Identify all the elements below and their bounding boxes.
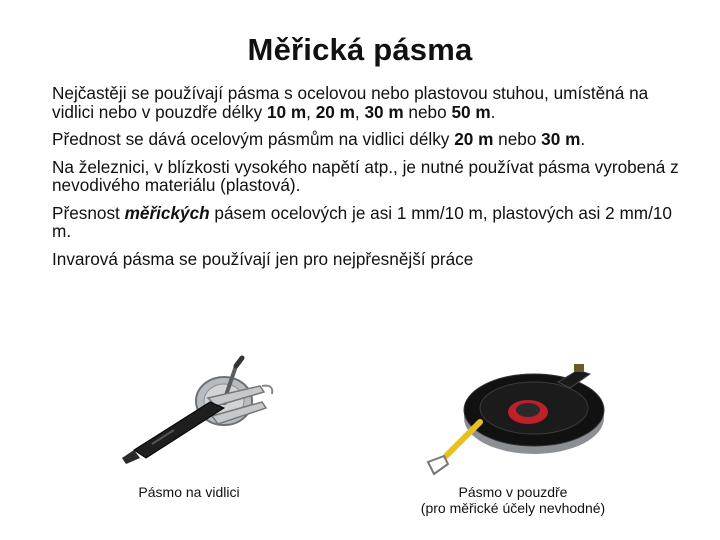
p1-length-50: 50 m <box>451 101 491 122</box>
yellow-tape <box>446 422 480 456</box>
case-caption-line-2: (pro měřické účely nevhodné) <box>420 500 606 516</box>
p2-or: nebo <box>493 129 542 149</box>
p2-length-20: 20 m <box>454 129 494 149</box>
case-hub <box>516 403 540 417</box>
paragraph-1 <box>52 84 692 121</box>
p1-length-20: 20 m <box>315 101 355 122</box>
p1-text: Nejčastěji se používají pásma s ocelovou nebo plastovou stuhou, umístěná na vidlici nebo v pouzdře délky <box>52 83 649 122</box>
slide-body <box>52 84 692 277</box>
p1-end: . <box>490 101 496 122</box>
p1-sep-1: , <box>306 101 316 122</box>
paragraph-5: Invarová pásma se používají jen pro nejpřesnější práce <box>52 248 474 269</box>
paragraph-3: Na železnici, v blízkosti vysokého napětí atp., je nutné používat pásma vyrobená z nevodivého materiálu (plastová). <box>52 156 679 195</box>
paragraph-2 <box>52 130 692 149</box>
p2-text: Přednost se dává ocelovým pásmům na vidlici délky <box>52 129 455 149</box>
crank-knob <box>236 358 242 366</box>
case-caption-line-1: Pásmo v pouzdře <box>458 484 568 500</box>
paragraph-4 <box>52 204 692 241</box>
p1-length-10: 10 m <box>266 101 307 122</box>
crank-pin <box>574 364 584 372</box>
fork-handle <box>134 402 224 458</box>
tape-in-case-illustration <box>418 352 610 478</box>
p4-emphasis: měřických <box>124 202 210 223</box>
p2-length-30: 30 m <box>541 129 581 149</box>
fork-caption: Pásmo na vidlici <box>138 484 240 500</box>
p1-length-30: 30 m <box>364 101 404 122</box>
p1-sep-2: , <box>354 101 365 122</box>
p4-text-a: Přesnost <box>52 202 125 223</box>
case-caption <box>400 484 626 516</box>
p2-end: . <box>580 129 586 149</box>
p4-text-b: pásem ocelových je asi 1 mm/10 m, plastových asi 2 mm/10 m. <box>52 202 672 241</box>
slide-title: Měřická pásma <box>247 32 473 67</box>
tape-on-fork-illustration <box>112 346 280 478</box>
tape-end-ring <box>428 456 448 474</box>
p1-or: nebo <box>403 101 452 122</box>
